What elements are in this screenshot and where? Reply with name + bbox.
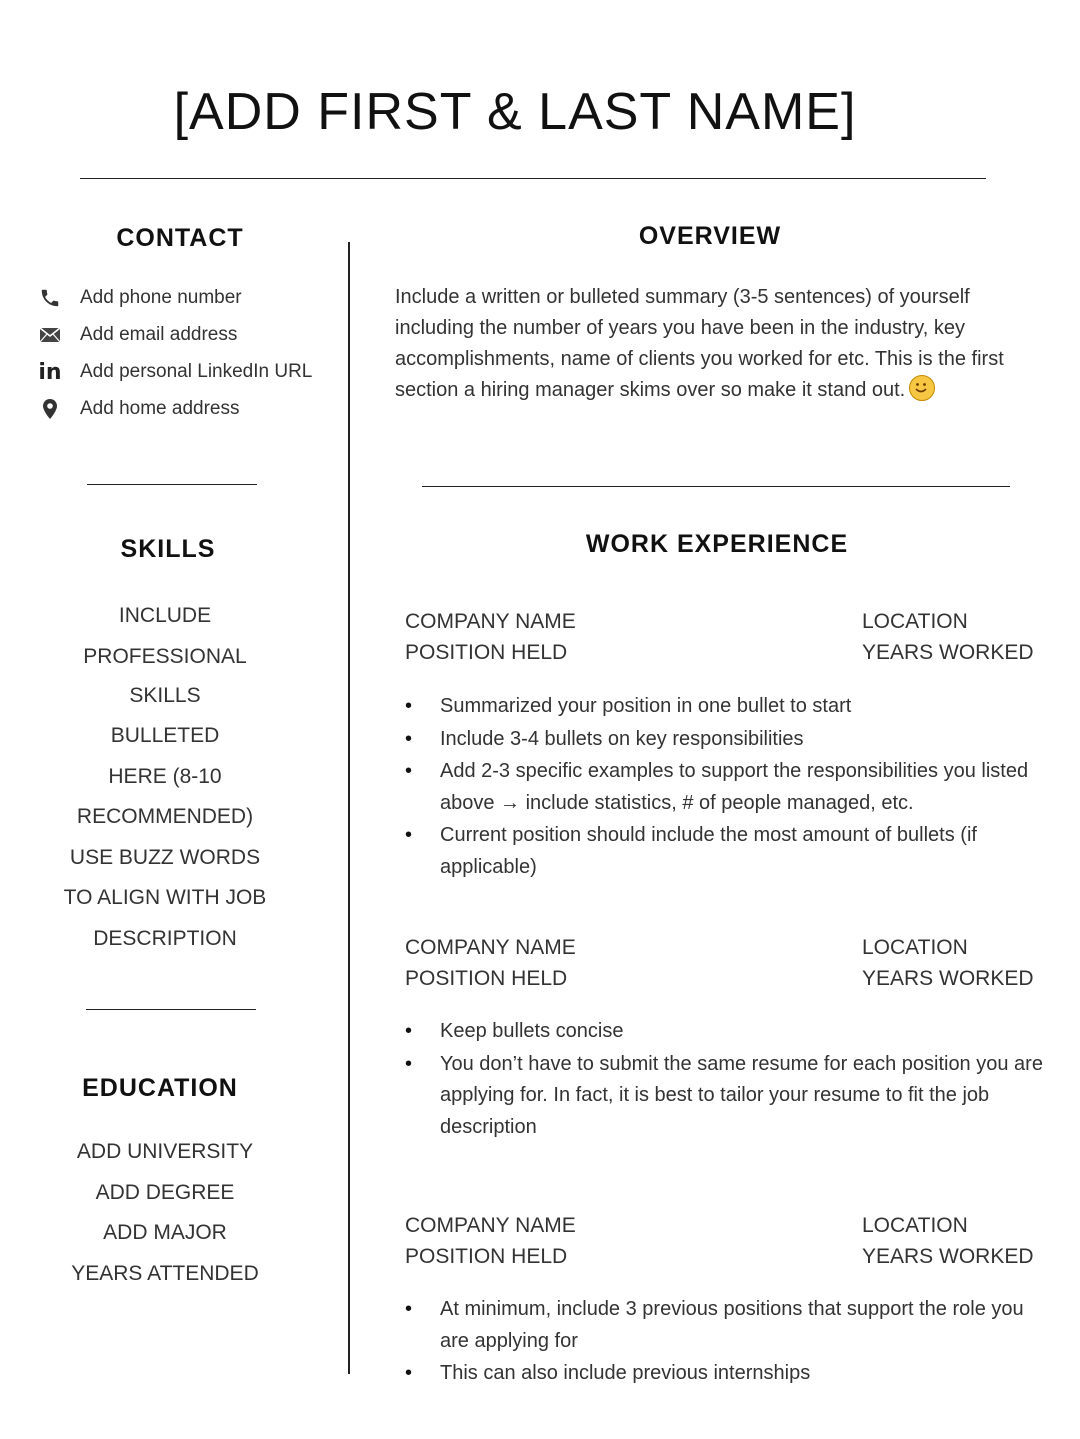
smiley-face-icon [909,375,935,401]
job-bullets [405,1016,1045,1144]
job-position: POSITION HELD [405,1245,568,1268]
overview-divider [422,486,1010,487]
job-bullets [405,1294,1045,1391]
contact-heading: CONTACT [116,224,244,252]
overview-paragraph: Include a written or bulleted summary (3-5 sentences) of yourself including the number of years you have been in the industry, key accomplishments, name of clients you worked for etc. This is the first section a hiring manager skims over so make it stand out. [395,286,1004,401]
skills-line: USE BUZZ WORDS [69,846,261,869]
job-years: YEARS WORKED [862,1245,1034,1268]
job-bullet: • This can also include previous internships [405,1358,1045,1390]
resume-name: [ADD FIRST & LAST NAME] [173,83,857,141]
job-position: POSITION HELD [405,967,568,990]
job-location: LOCATION [862,610,968,633]
education-heading: EDUCATION [82,1074,238,1102]
skills-line: INCLUDE [118,604,212,627]
skills-line: RECOMMENDED) [76,805,254,828]
skills-line: TO ALIGN WITH JOB [63,886,267,909]
job-bullet: • Keep bullets concise [405,1016,1045,1048]
location-pin-icon [36,397,64,421]
skills-line: SKILLS [129,684,201,707]
job-location: LOCATION [862,1214,968,1237]
contact-address [36,395,240,423]
skills-line: HERE (8-10 [108,765,222,788]
job-bullet: • Summarized your position in one bullet to start [405,691,1045,723]
job-company: COMPANY NAME [405,610,576,633]
email-icon [36,323,64,347]
contact-email-text: Add email address [80,324,238,345]
job-location: LOCATION [862,936,968,959]
contact-phone [36,284,242,312]
job-company: COMPANY NAME [405,936,576,959]
contact-phone-text: Add phone number [80,287,242,308]
contact-divider [87,484,257,485]
contact-linkedin [36,358,312,386]
job-position: POSITION HELD [405,641,568,664]
education-line: ADD DEGREE [95,1181,235,1204]
education-line: ADD UNIVERSITY [76,1140,254,1163]
skills-line: PROFESSIONAL [83,645,247,668]
skills-line: BULLETED [110,724,220,747]
job-bullet: • You don’t have to submit the same resume for each position you are applying for. In fact, it is best to tailor your resume to fit the job description [405,1049,1045,1144]
education-line: YEARS ATTENDED [71,1262,259,1285]
job-bullet: • Include 3-4 bullets on key responsibilities [405,724,1045,756]
column-divider [348,242,350,1374]
job-bullets [405,691,1045,884]
work-heading: WORK EXPERIENCE [585,530,849,558]
job-bullet: • Add 2-3 specific examples to support the responsibilities you listed above → include statistics, # of people managed, etc. [405,756,1045,819]
job-years: YEARS WORKED [862,967,1034,990]
contact-address-text: Add home address [80,398,240,419]
job-bullet: • At minimum, include 3 previous positions that support the role you are applying for [405,1294,1045,1357]
job-years: YEARS WORKED [862,641,1034,664]
job-bullet: • Current position should include the most amount of bullets (if applicable) [405,820,1045,883]
header-divider [80,178,986,179]
skills-heading: SKILLS [120,535,216,563]
skills-divider [86,1009,256,1010]
skills-line: DESCRIPTION [93,927,237,950]
phone-icon [36,286,64,310]
overview-heading: OVERVIEW [638,222,782,250]
linkedin-icon: in [38,359,62,385]
job-company: COMPANY NAME [405,1214,576,1237]
overview-text [395,282,1035,406]
contact-linkedin-text: Add personal LinkedIn URL [80,361,313,382]
education-line: ADD MAJOR [103,1221,227,1244]
contact-email [36,321,237,349]
